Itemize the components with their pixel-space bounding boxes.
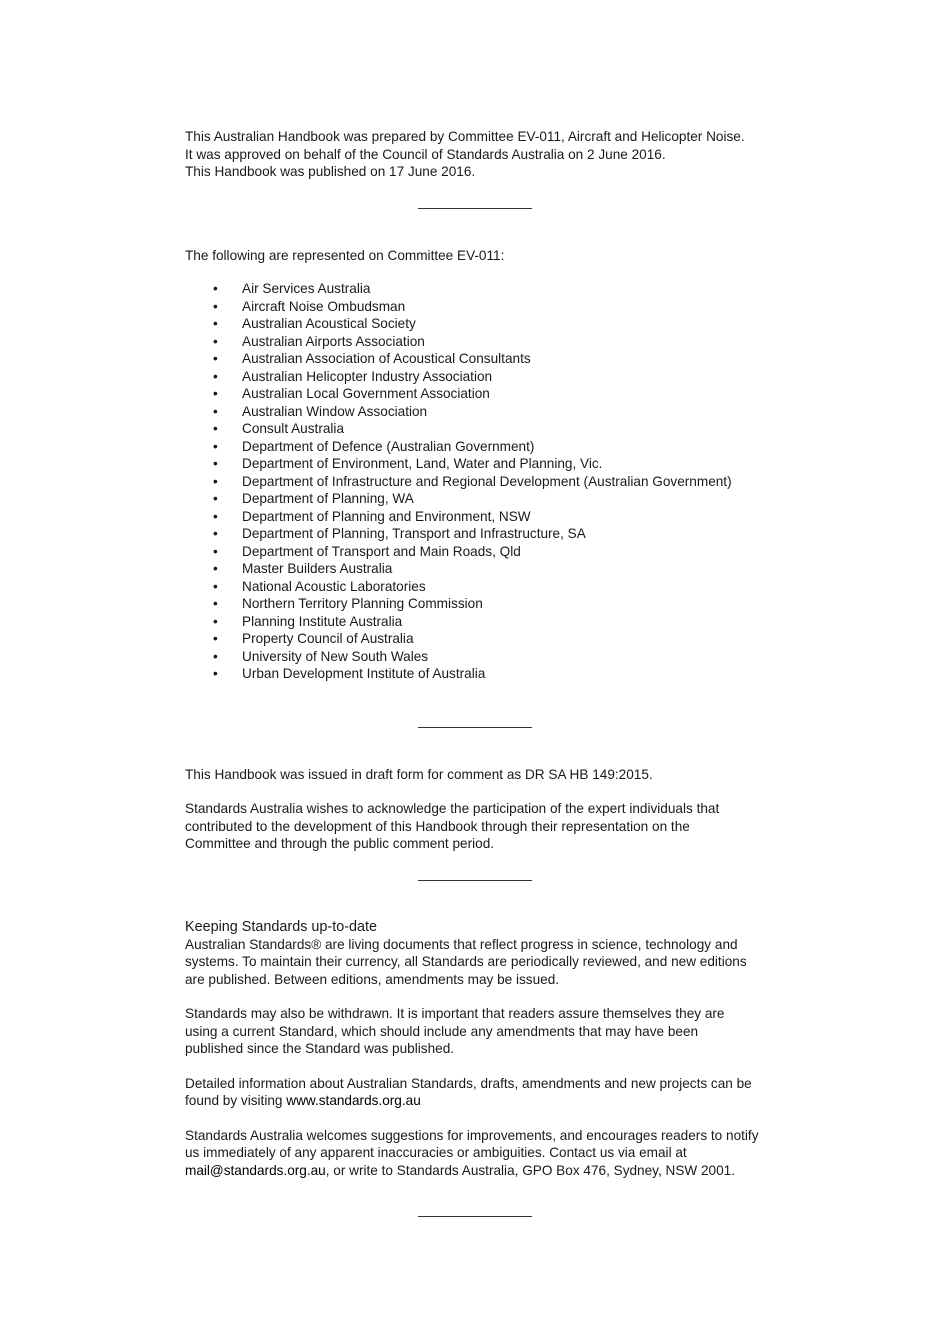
committee-member-item: • University of New South Wales	[185, 648, 785, 666]
contact-email-link[interactable]: mail@standards.org.au	[185, 1162, 326, 1178]
committee-member-item: • Department of Transport and Main Roads, Qld	[185, 543, 785, 561]
contact-address-text: , or write to Standards Australia, GPO Box 476, Sydney, NSW 2001.	[325, 1162, 736, 1178]
committee-member-item: • National Acoustic Laboratories	[185, 578, 785, 596]
committee-member-list	[185, 280, 785, 683]
committee-member-item: • Department of Infrastructure and Regional Development (Australian Government)	[185, 473, 785, 491]
committee-member-item: • Australian Helicopter Industry Association	[185, 368, 785, 386]
keeping-up-to-date-heading: Keeping Standards up-to-date	[185, 918, 378, 935]
committee-member-item: • Aircraft Noise Ombudsman	[185, 298, 785, 316]
divider-rule	[418, 880, 532, 881]
committee-member-item: • Master Builders Australia	[185, 560, 785, 578]
committee-member-item: • Department of Planning, WA	[185, 490, 785, 508]
intro-line-3: This Handbook was published on 17 June 2016.	[185, 164, 476, 179]
draft-issued-note: This Handbook was issued in draft form for comment as DR SA HB 149:2015.	[185, 766, 653, 782]
intro-line-2: It was approved on behalf of the Council of Standards Australia on 2 June 2016.	[185, 146, 666, 162]
committee-member-item: • Northern Territory Planning Commission	[185, 595, 785, 613]
committee-member-item: • Property Council of Australia	[185, 630, 785, 648]
information-text: Detailed information about Australian Standards, drafts, amendments and new projects can be found by visiting	[185, 1075, 752, 1108]
document-page	[185, 128, 785, 1217]
living-documents-paragraph: Australian Standards® are living documents that reflect progress in science, technology and systems. To maintain their currency, all Standards are periodically reviewed, and new editions are published. Between editions, amendments may be issued.	[185, 936, 747, 987]
committee-member-item: • Urban Development Institute of Australia	[185, 665, 785, 683]
information-paragraph	[185, 1075, 765, 1110]
committee-member-item: • Australian Airports Association	[185, 333, 785, 351]
committee-member-item: • Consult Australia	[185, 420, 785, 438]
divider-rule	[418, 208, 532, 209]
contact-text: Standards Australia welcomes suggestions for improvements, and encourages readers to notify us immediately of any apparent inaccuracies or ambiguities. Contact us via email at	[185, 1127, 759, 1160]
committee-member-item: • Australian Acoustical Society	[185, 315, 785, 333]
committee-member-item: • Department of Environment, Land, Water and Planning, Vic.	[185, 455, 785, 473]
committee-member-item: • Department of Planning, Transport and Infrastructure, SA	[185, 525, 785, 543]
committee-member-item: • Department of Defence (Australian Government)	[185, 438, 785, 456]
committee-member-item: • Planning Institute Australia	[185, 613, 785, 631]
standards-website-link[interactable]: www.standards.org.au	[286, 1093, 421, 1108]
acknowledgement-paragraph: Standards Australia wishes to acknowledge the participation of the expert individuals that contributed to the development of this Handbook through their representation on the Committee and through the public comment period.	[185, 801, 720, 851]
divider-rule	[418, 727, 532, 728]
withdrawn-paragraph: Standards may also be withdrawn. It is important that readers assure themselves they are using a current Standard, which should include any amendments that may have been published since the Standard was published.	[185, 1006, 725, 1056]
committee-member-item: • Australian Window Association	[185, 403, 785, 421]
committee-member-item: • Australian Local Government Association	[185, 385, 785, 403]
committee-member-item: • Department of Planning and Environment, NSW	[185, 508, 785, 526]
committee-member-item: • Australian Association of Acoustical Consultants	[185, 350, 785, 368]
intro-line-1: This Australian Handbook was prepared by Committee EV-011, Aircraft and Helicopter Noise.	[185, 129, 745, 144]
divider-rule	[418, 1216, 532, 1217]
contact-paragraph	[185, 1127, 760, 1180]
committee-lead: The following are represented on Committee EV-011:	[185, 247, 505, 263]
intro-block	[185, 128, 785, 181]
committee-member-item: • Air Services Australia	[185, 280, 785, 298]
